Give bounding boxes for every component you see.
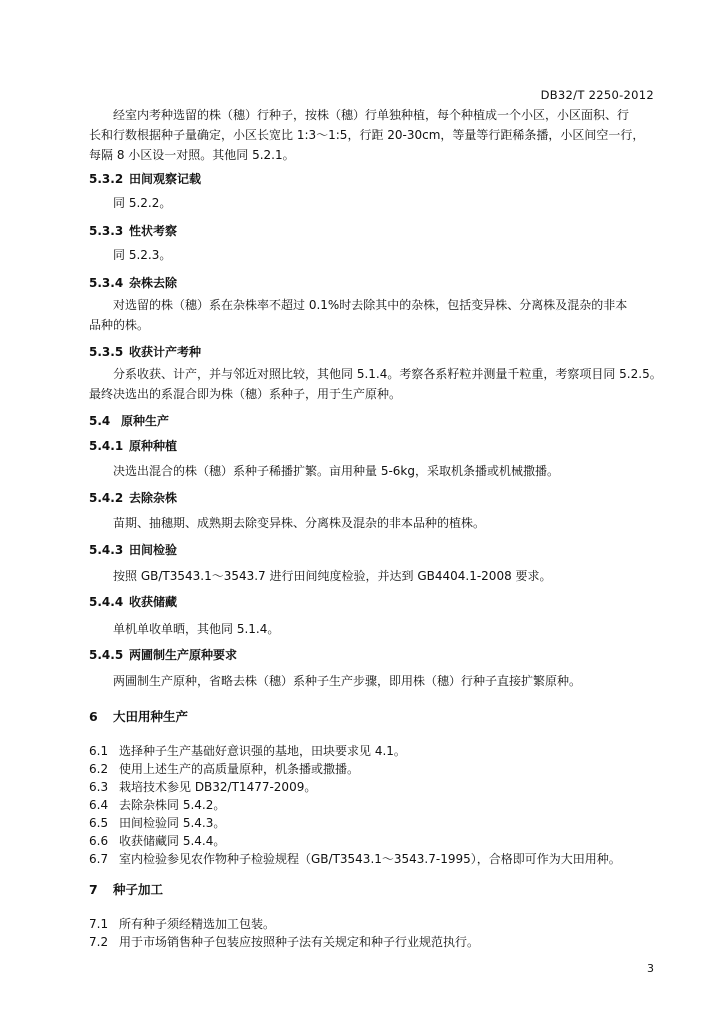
section-title: 田间观察记载	[129, 172, 202, 186]
body-text: 按照 GB/T3543.1～3543.7 进行田间纯度检验，并达到 GB4404.1-2008 要求。	[113, 569, 552, 583]
intro-paragraph	[89, 105, 659, 165]
heading-5-3-3	[89, 222, 177, 239]
list-item	[89, 778, 316, 795]
body-text: 同 5.2.2。	[113, 196, 172, 210]
item-text: 使用上述生产的高质量原种，机条播或撒播。	[119, 762, 360, 776]
page-number: 3	[647, 962, 654, 975]
item-text: 收获储藏同 5.4.4。	[119, 834, 226, 848]
item-number: 6.6	[89, 834, 109, 848]
paragraph-line: 长和行数根据种子量确定，小区长宽比 1:3～1:5，行距 20-30cm，等量等行距稀条播，小区间空一行，	[89, 128, 645, 142]
section-title: 田间检验	[129, 543, 178, 557]
paragraph-line: 最终决选出的系混合即为株（穗）系种子，用于生产原种。	[89, 387, 402, 401]
heading-5-4-1	[89, 437, 177, 454]
list-item	[89, 760, 359, 777]
section-number: 6	[89, 709, 98, 724]
item-number: 7.2	[89, 935, 109, 949]
heading-7	[89, 880, 163, 898]
list-item	[89, 796, 225, 813]
body-text: 两圃制生产原种，省略去株（穗）系种子生产步骤，即用株（穗）行种子直接扩繁原种。	[113, 674, 582, 688]
section-number: 5.4.5	[89, 648, 124, 662]
section-title: 性状考察	[129, 224, 178, 238]
item-text: 用于市场销售种子包装应按照种子法有关规定和种子行业规范执行。	[119, 935, 480, 949]
section-number: 5.4	[89, 414, 111, 428]
heading-5-3-4	[89, 274, 177, 291]
item-text: 栽培技术参见 DB32/T1477-2009。	[119, 780, 317, 794]
list-item	[89, 832, 225, 849]
section-number: 5.3.4	[89, 276, 124, 290]
item-number: 7.1	[89, 917, 109, 931]
section-title: 收获计产考种	[129, 345, 202, 359]
heading-5-3-5	[89, 343, 201, 360]
body-text: 苗期、抽穗期、成熟期去除变异株、分离株及混杂的非本品种的植株。	[113, 516, 486, 530]
item-number: 6.3	[89, 780, 109, 794]
item-text: 所有种子须经精选加工包装。	[119, 917, 276, 931]
list-item	[89, 814, 225, 831]
paragraph-line: 对选留的株（穗）系在杂株率不超过 0.1%时去除其中的杂株，包括变异株、分离株及混杂的非本	[113, 298, 628, 312]
heading-5-3-2	[89, 170, 201, 187]
item-number: 6.1	[89, 744, 109, 758]
paragraph-line: 品种的株。	[89, 318, 150, 332]
section-title: 去除杂株	[129, 491, 178, 505]
standard-code: DB32/T 2250-2012	[540, 88, 654, 102]
paragraph-line: 分系收获、计产，并与邻近对照比较，其他同 5.1.4。考察各系籽粒并测量千粒重，考察项目同 5.2.5。	[113, 367, 662, 381]
item-number: 6.2	[89, 762, 109, 776]
paragraph-5-3-5	[89, 364, 662, 404]
section-title: 收获储藏	[129, 595, 178, 609]
item-number: 6.4	[89, 798, 109, 812]
paragraph-5-3-4	[89, 295, 659, 335]
body-text: 单机单收单晒，其他同 5.1.4。	[113, 622, 280, 636]
heading-5-4	[89, 412, 169, 429]
heading-5-4-4	[89, 593, 177, 610]
item-text: 选择种子生产基础好意识强的基地，田块要求见 4.1。	[119, 744, 406, 758]
list-item	[89, 915, 275, 932]
section-title: 两圃制生产原种要求	[129, 648, 238, 662]
section-title: 原种生产	[121, 414, 170, 428]
item-text: 田间检验同 5.4.3。	[119, 816, 226, 830]
body-text: 同 5.2.3。	[113, 248, 172, 262]
section-title: 原种种植	[129, 439, 178, 453]
section-number: 7	[89, 882, 98, 897]
list-item	[89, 742, 406, 759]
section-number: 5.4.4	[89, 595, 124, 609]
heading-5-4-2	[89, 489, 177, 506]
section-title: 大田用种生产	[113, 709, 189, 724]
section-number: 5.3.5	[89, 345, 124, 359]
section-title: 杂株去除	[129, 276, 178, 290]
item-number: 6.5	[89, 816, 109, 830]
body-text: 决选出混合的株（穗）系种子稀播扩繁。亩用种量 5-6kg，采取机条播或机械撒播。	[113, 464, 559, 478]
list-item	[89, 850, 621, 867]
heading-6	[89, 707, 188, 725]
section-number: 5.4.2	[89, 491, 124, 505]
heading-5-4-3	[89, 541, 177, 558]
paragraph-line: 经室内考种选留的株（穗）行种子，按株（穗）行单独种植，每个种植成一个小区，小区面积、行	[113, 108, 630, 122]
section-number: 5.3.2	[89, 172, 124, 186]
section-number: 5.3.3	[89, 224, 124, 238]
section-title: 种子加工	[113, 882, 164, 897]
item-number: 6.7	[89, 852, 109, 866]
list-item	[89, 933, 479, 950]
item-text: 室内检验参见农作物种子检验规程（GB/T3543.1～3543.7-1995），合格即可作为大田用种。	[119, 852, 621, 866]
heading-5-4-5	[89, 646, 237, 663]
section-number: 5.4.3	[89, 543, 124, 557]
paragraph-line: 每隔 8 小区设一对照。其他同 5.2.1。	[89, 148, 295, 162]
section-number: 5.4.1	[89, 439, 124, 453]
item-text: 去除杂株同 5.4.2。	[119, 798, 226, 812]
